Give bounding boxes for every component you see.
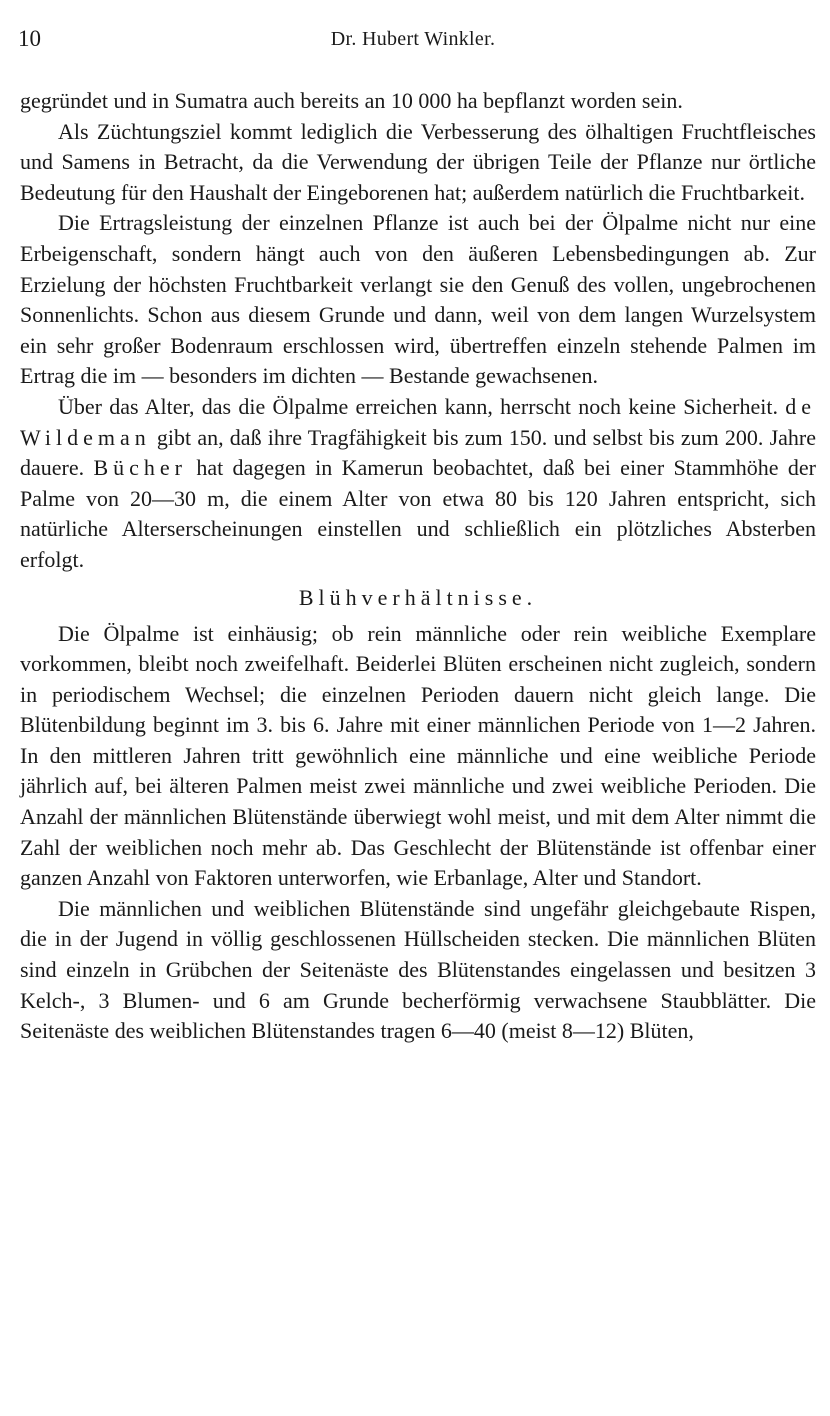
page-header	[18, 26, 808, 60]
author-buecher: Bücher	[93, 455, 187, 481]
paragraph-inflorescence: Die männlichen und weiblichen Blütenstände sind ungefähr gleichgebaute Rispen, die in der Jugend in völlig geschlossenen Hüllscheiden stecken. Die männlichen Blüten sind einzeln in Grübchen der Seitenäste des Blütenstandes eingelassen und besitzen 3 Kelch-, 3 Blumen- und 6 am Grunde becherförmig verwachsene Staubblätter. Die Seitenäste des weiblichen Blütenstandes tragen 6—40 (meist 8—12) Blüten,	[20, 895, 816, 1044]
running-title: Dr. Hubert Winkler.	[330, 28, 496, 50]
body-text	[20, 86, 816, 1047]
paragraph-flowering: Die Ölpalme ist einhäusig; ob rein männliche oder rein weibliche Exemplare vorkommen, bleibt noch zweifelhaft. Beiderlei Blüten erscheinen nicht zugleich, sondern in periodischem Wechsel; die einzelnen Perioden dauern nicht gleich lange. Die Blütenbildung beginnt im 3. bis 6. Jahre mit einer männlichen Periode von 1—2 Jahren. In den mittleren Jahren tritt gewöhnlich eine männliche und eine weibliche Periode jährlich auf, bei älteren Palmen meist zwei männliche und zwei weibliche Perioden. Die Anzahl der männlichen Blütenstände überwiegt wohl meist, und mit dem Alter nimmt die Zahl der weiblichen noch mehr ab. Das Geschlecht der Blütenstände ist offenbar einer ganzen Anzahl von Faktoren unterworfen, wie Erbanlage, Alter und Standort.	[20, 620, 816, 891]
page-number: 10	[18, 26, 41, 51]
age-text-3: hat dagegen in Kamerun beobachtet, daß bei einer Stammhöhe der Palme von 20—30 m, die einem Alter von etwa 80 bis 120 Jahren entspricht, sich natürliche Alterserscheinungen einstellen und schließlich ein plötzliches Absterben erfolgt.	[20, 455, 816, 572]
age-text-2: gibt an, daß ihre Tragfähigkeit bis zum 150. und selbst bis zum 200. Jahre dauere.	[20, 424, 816, 481]
paragraph-breeding-goal: Als Züchtungsziel kommt lediglich die Verbesserung des ölhaltigen Fruchtfleisches und Samens in Betracht, da die Verwendung der übrigen Teile der Pflanze nur örtliche Bedeutung für den Haushalt der Eingeborenen hat; außerdem natürlich die Fruchtbarkeit.	[20, 118, 816, 205]
paragraph-age	[20, 392, 816, 576]
section-heading: Blühverhältnisse.	[298, 584, 538, 610]
author-de-wildeman: de Wildeman	[20, 393, 816, 450]
paragraph-yield: Die Ertragsleistung der einzelnen Pflanze ist auch bei der Ölpalme nicht nur eine Erbeigenschaft, sondern hängt auch von den äußeren Lebensbedingungen ab. Zur Erzielung der höchsten Fruchtbarkeit verlangt sie den Genuß des vollen, ungebrochenen Sonnenlichts. Schon aus diesem Grunde und dann, weil von dem langen Wurzelsystem ein sehr großer Bodenraum erschlossen wird, übertreffen einzeln stehende Palmen im Ertrag die im — besonders im dichten — Bestande gewachsenen.	[20, 210, 816, 389]
paragraph-continuation: gegründet und in Sumatra auch bereits an 10 000 ha bepflanzt worden sein.	[20, 88, 683, 113]
age-text-1: Über das Alter, das die Ölpalme erreichen kann, herrscht noch keine Sicherheit.	[58, 393, 786, 419]
